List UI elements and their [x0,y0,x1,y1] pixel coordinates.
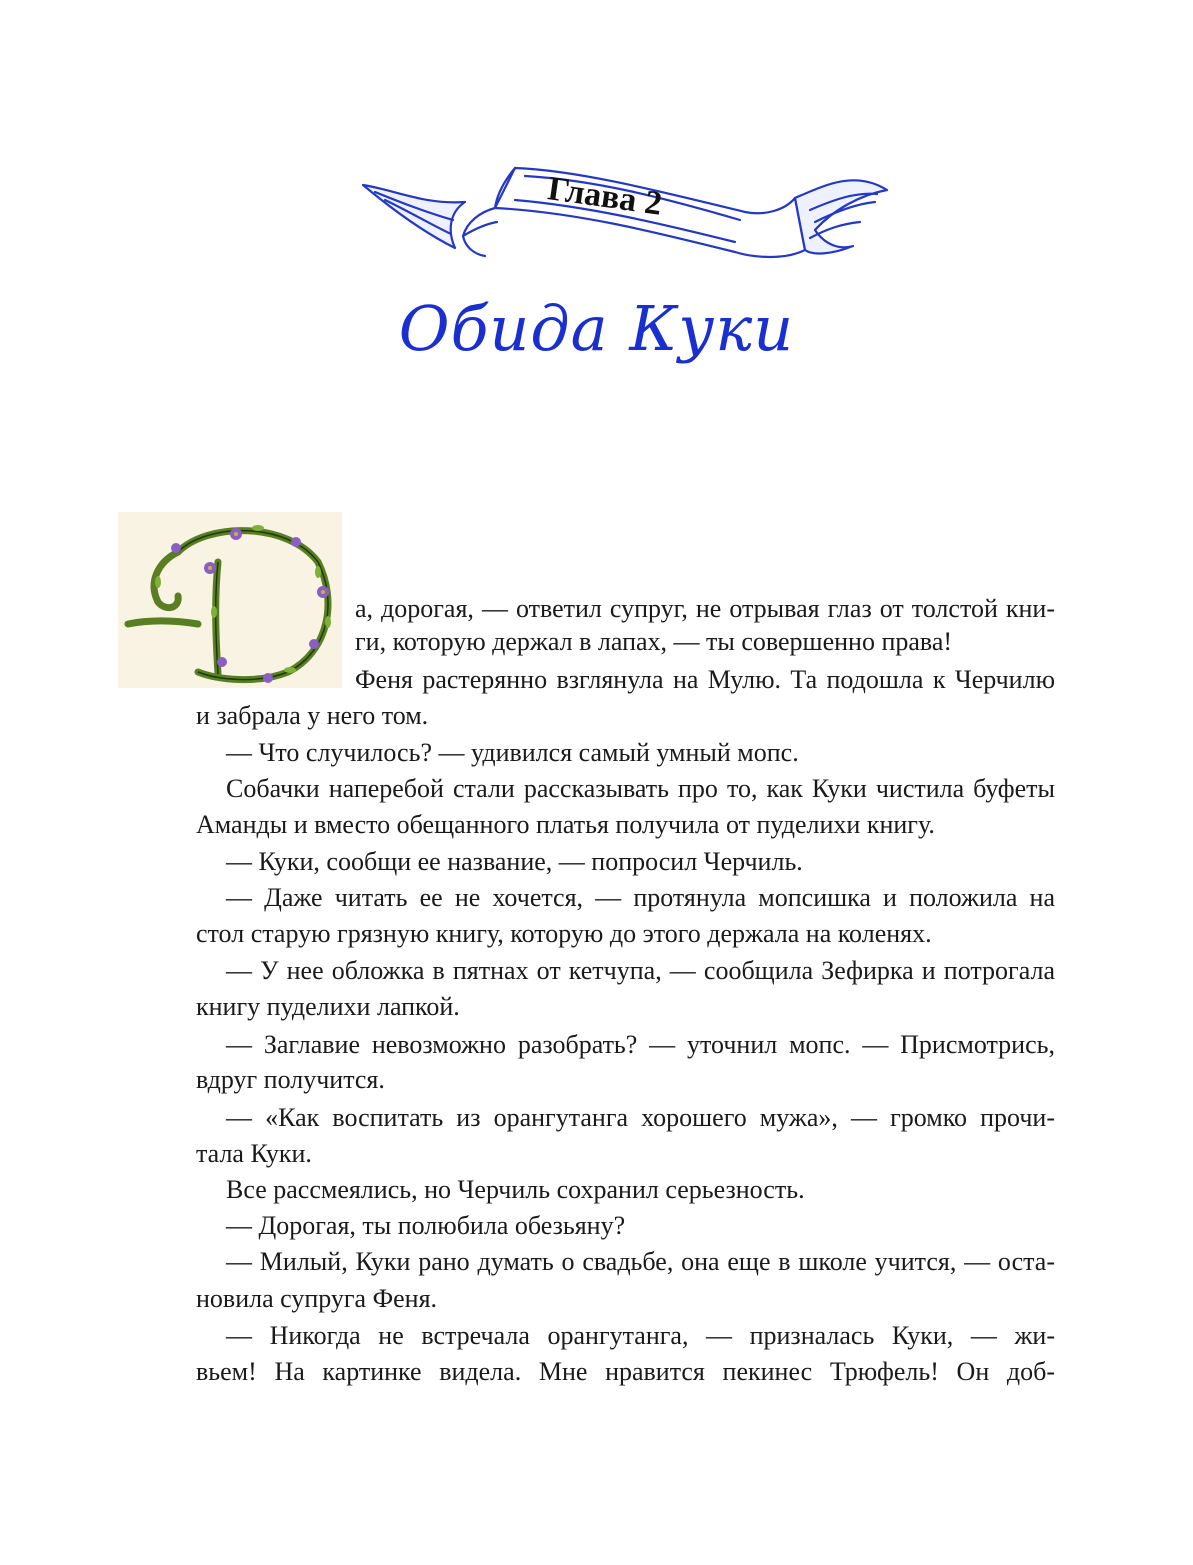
text-line: тала Куки. [196,1139,312,1168]
text-line: — Что случилось? — удивился самый умный мопс. [226,738,799,767]
text-line: вьем! На картинке видела. Мне нравится пекинес Трюфель! Он доб- [196,1357,1055,1386]
text-line: — Никогда не встречала орангутанга, — призналась Куки, — жи- [226,1321,1055,1350]
text-line: Собачки наперебой стали рассказывать про то, как Куки чистила буфеты [226,774,1055,803]
text-line: — У нее обложка в пятнах от кетчупа, — сообщила Зефирка и потрогала [226,956,1055,985]
text-line: и забрала у него том. [196,701,429,730]
text-line: новила супруга Феня. [196,1284,438,1313]
text-line: — Даже читать ее не хочется, — протянула мопсишка и положила на [226,883,1055,912]
text-line: вдруг получится. [196,1065,385,1094]
chapter-label: Глава 2 [545,170,665,223]
text-line: — Заглавие невозможно разобрать? — уточнил мопс. — Присмотрись, [226,1030,1055,1059]
text-line: стол старую грязную книгу, которую до этого держала на коленях. [196,919,932,948]
text-line: ги, которую держал в лапах, — ты совершенно права! [355,627,953,656]
drop-cap-letter-d [118,512,342,688]
text-line: книгу пуделихи лапкой. [196,992,460,1021]
chapter-title: Обида Куки [398,292,795,365]
text-line: — Милый, Куки рано думать о свадьбе, она еще в школе учится, — оста- [226,1247,1055,1276]
text-line: Аманды и вместо обещанного платья получила от пуделихи книгу. [196,810,935,839]
text-line: Феня растерянно взглянула на Мулю. Та подошла к Черчилю [355,665,1055,694]
text-line: — Дорогая, ты полюбила обезьяну? [226,1211,626,1240]
text-line: Все рассмеялись, но Черчиль сохранил серьезность. [226,1175,805,1204]
text-line: — «Как воспитать из орангутанга хорошего мужа», — громко прочи- [226,1103,1055,1132]
text-line: — Куки, сообщи ее название, — попросил Черчиль. [226,847,803,876]
text-line: а, дорогая, — ответил супруг, не отрывая глаз от толстой кни- [355,594,1055,623]
